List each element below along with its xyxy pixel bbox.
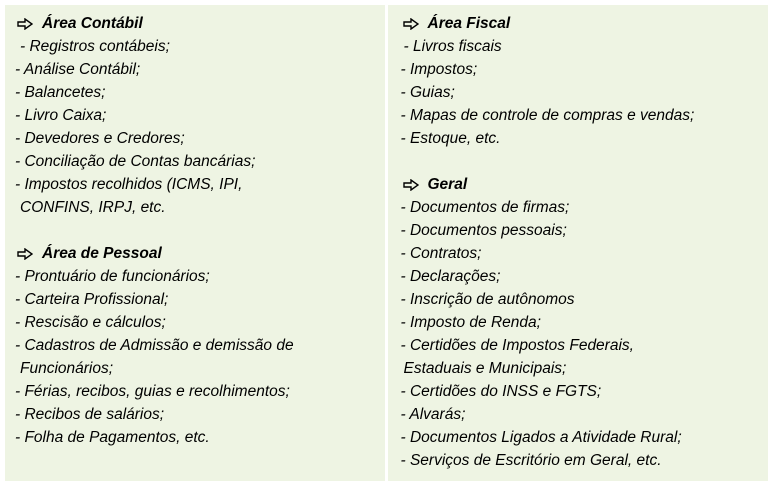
list-item: - Férias, recibos, guias e recolhimentos; (15, 383, 290, 400)
list-item: - Livro Caixa; (15, 107, 107, 124)
right-column (388, 5, 769, 481)
arrow-right-outline-icon (17, 248, 33, 260)
list-item: - Devedores e Credores; (15, 130, 185, 147)
list-item: CONFINS, IRPJ, etc. (20, 199, 166, 216)
list-item: - Guias; (400, 84, 455, 101)
list-item: - Impostos; (400, 61, 478, 78)
list-item: - Documentos de firmas; (400, 199, 570, 216)
list-item: - Recibos de salários; (15, 406, 165, 423)
section-title: Área Contábil (42, 15, 143, 32)
list-item: - Registros contábeis; (20, 38, 170, 55)
section-area-contabil (15, 12, 385, 219)
list-item: - Inscrição de autônomos (400, 291, 575, 308)
list-item: - Análise Contábil; (15, 61, 141, 78)
arrow-right-outline-icon (403, 179, 419, 191)
list-item: - Livros fiscais (403, 38, 502, 55)
list-item: - Balancetes; (15, 84, 106, 101)
section-heading (401, 12, 769, 35)
list-item: - Estoque, etc. (400, 130, 501, 147)
services-table (3, 3, 770, 483)
list-item: - Documentos Ligados a Atividade Rural; (400, 429, 682, 446)
list-item: - Documentos pessoais; (400, 222, 567, 239)
list-item: - Carteira Profissional; (15, 291, 169, 308)
list-item: - Rescisão e cálculos; (15, 314, 166, 331)
section-title: Geral (427, 176, 468, 193)
list-item: - Alvarás; (400, 406, 466, 423)
left-column (5, 5, 388, 481)
list-item: Estaduais e Municipais; (403, 360, 567, 377)
section-area-fiscal (401, 12, 769, 150)
section-heading (15, 242, 385, 265)
section-title: Área Fiscal (427, 15, 511, 32)
section-heading (401, 173, 769, 196)
arrow-right-outline-icon (403, 18, 419, 30)
list-item: - Contratos; (400, 245, 482, 262)
list-item: - Certidões de Impostos Federais, (400, 337, 634, 354)
list-item: - Prontuário de funcionários; (15, 268, 210, 285)
list-item: - Certidões do INSS e FGTS; (400, 383, 602, 400)
list-item: - Cadastros de Admissão e demissão de (15, 337, 294, 354)
list-item: - Declarações; (400, 268, 501, 285)
section-title: Área de Pessoal (42, 245, 162, 262)
list-item: - Folha de Pagamentos, etc. (15, 429, 210, 446)
section-heading (15, 12, 385, 35)
list-item: - Impostos recolhidos (ICMS, IPI, (15, 176, 243, 193)
list-item: Funcionários; (20, 360, 114, 377)
arrow-right-outline-icon (17, 18, 33, 30)
list-item: - Imposto de Renda; (400, 314, 541, 331)
list-item: - Mapas de controle de compras e vendas; (400, 107, 695, 124)
list-item: - Conciliação de Contas bancárias; (15, 153, 256, 170)
section-area-pessoal (15, 242, 385, 449)
list-item: - Serviços de Escritório em Geral, etc. (400, 452, 662, 469)
section-geral (401, 173, 769, 472)
